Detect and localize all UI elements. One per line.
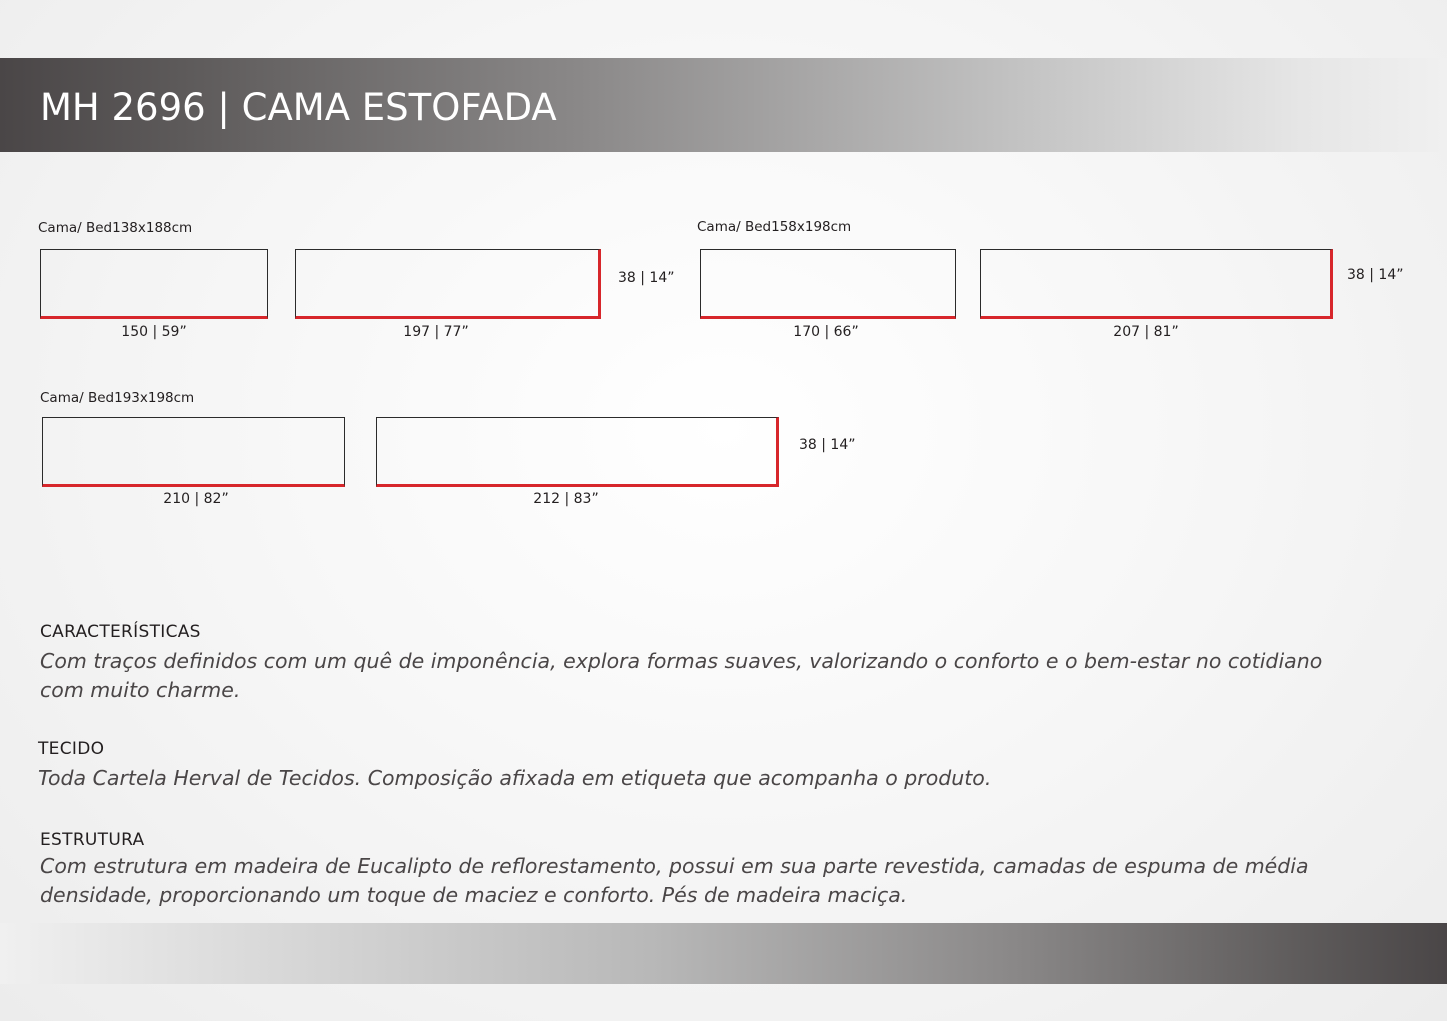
- bed-3-side-view: [376, 417, 779, 487]
- footer-band: [0, 923, 1447, 984]
- bed-2-length-dim: 207 | 81”: [1113, 324, 1179, 340]
- bed-2-width-dim: 170 | 66”: [793, 324, 859, 340]
- bed-3-width-dim: 210 | 82”: [163, 491, 229, 507]
- bed-3-length-dim: 212 | 83”: [533, 491, 599, 507]
- bed-3-label: Cama/ Bed193x198cm: [40, 390, 195, 406]
- bed-2-height-dim: 38 | 14”: [1347, 267, 1404, 283]
- bed-1-width-dim: 150 | 59”: [121, 324, 187, 340]
- bed-3-front-view: [42, 417, 345, 487]
- page-title: MH 2696 | CAMA ESTOFADA: [40, 86, 557, 129]
- tecido-heading: TECIDO: [38, 739, 105, 759]
- estrutura-text: Com estrutura em madeira de Eucalipto de reflorestamento, possui em sua parte revestida, camadas de espuma de média densidade, proporcionando um toque de maciez e conforto. Pés de madeira maciça.: [40, 854, 1309, 907]
- bed-1-side-view: [295, 249, 601, 319]
- bed-1-height-dim: 38 | 14”: [618, 270, 675, 286]
- bed-2-side-view: [980, 249, 1333, 319]
- bed-1-label: Cama/ Bed138x188cm: [38, 220, 193, 236]
- bed-1-front-view: [40, 249, 268, 319]
- bed-2-front-view: [700, 249, 956, 319]
- estrutura-heading: ESTRUTURA: [40, 830, 145, 850]
- bed-1-length-dim: 197 | 77”: [403, 324, 469, 340]
- caracteristicas-heading: CARACTERÍSTICAS: [40, 622, 201, 642]
- bed-3-height-dim: 38 | 14”: [799, 437, 856, 453]
- caracteristicas-text: Com traços definidos com um quê de imponência, explora formas suaves, valorizando o conforto e o bem-estar no cotidiano com muito charme.: [40, 649, 1323, 702]
- tecido-text: Toda Cartela Herval de Tecidos. Composição afixada em etiqueta que acompanha o produto.: [38, 766, 992, 790]
- bed-2-label: Cama/ Bed158x198cm: [697, 219, 852, 235]
